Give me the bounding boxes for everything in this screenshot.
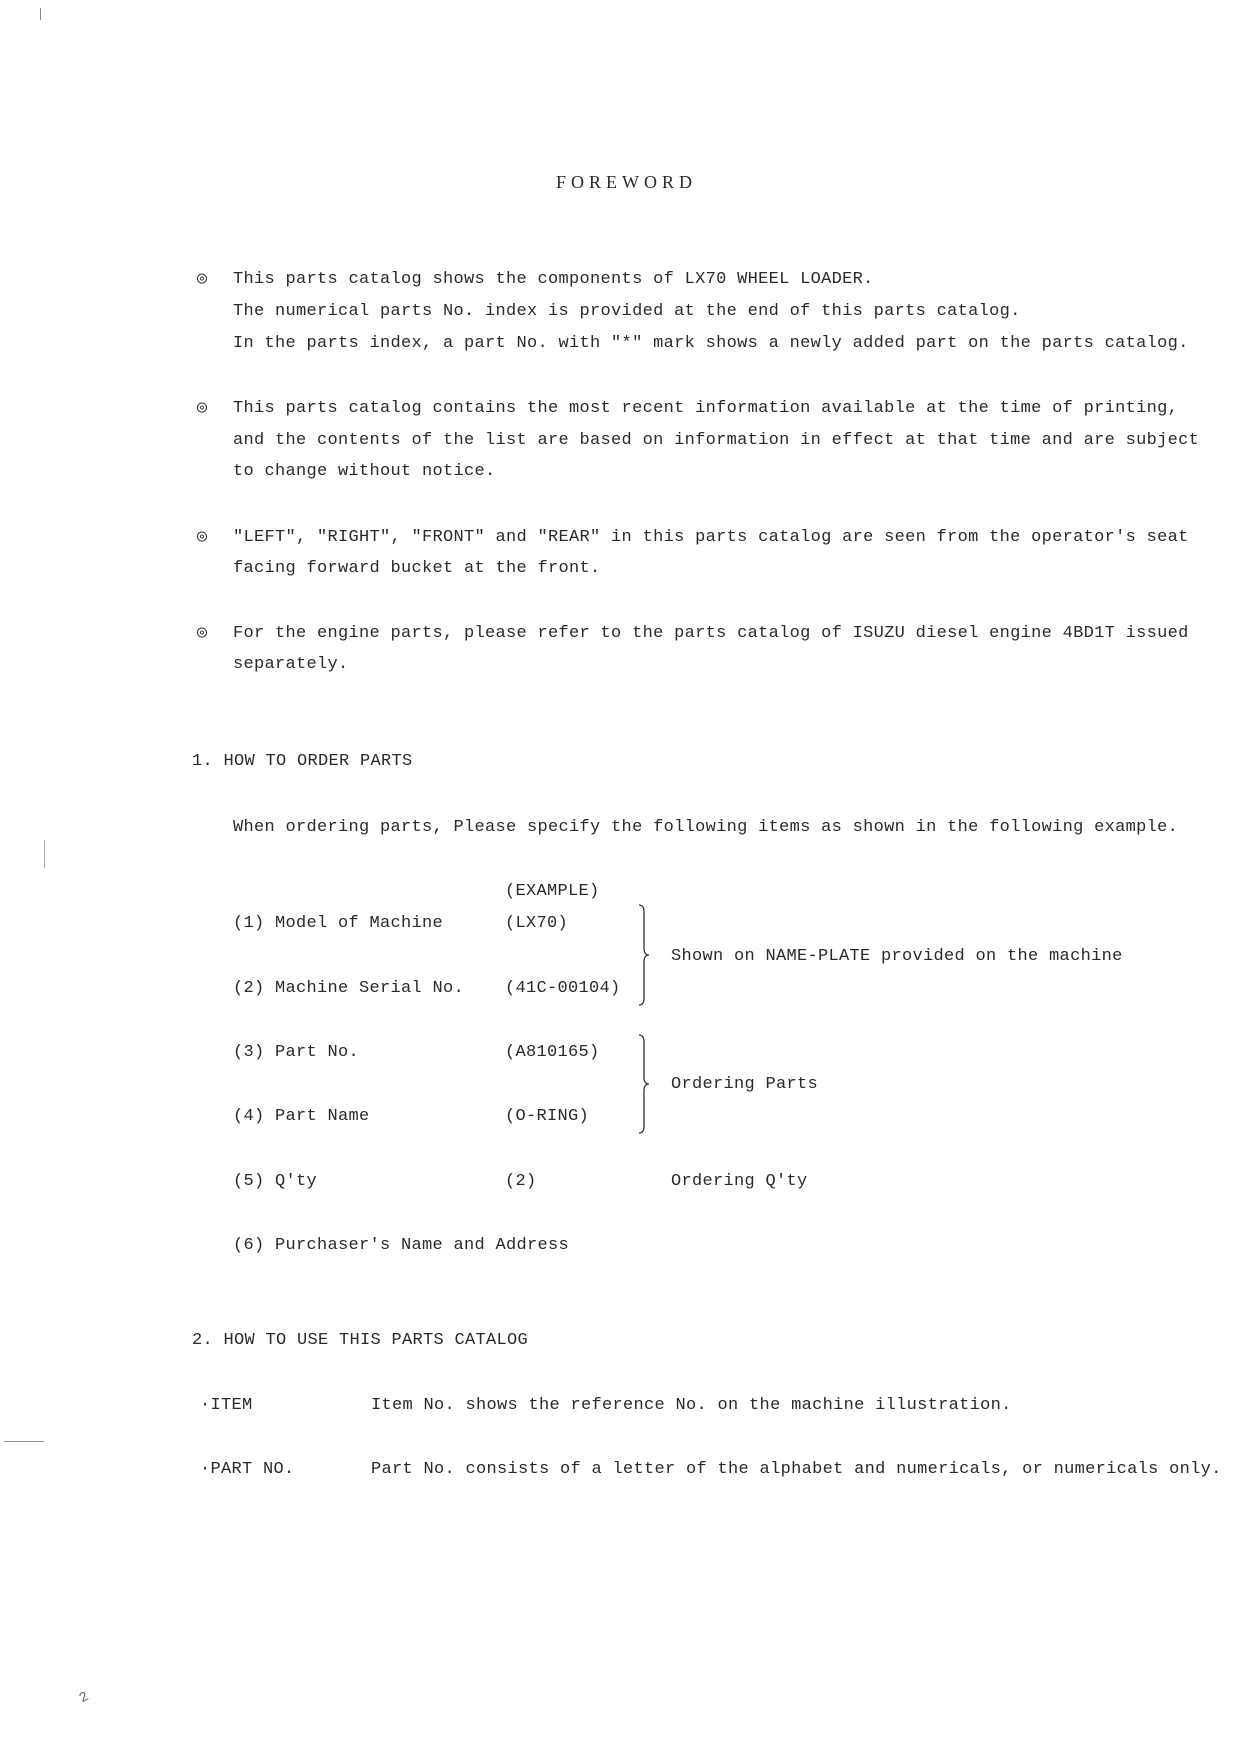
order-item-value: (LX70): [505, 914, 569, 933]
bullet-2-line-1: This parts catalog contains the most recent information available at the time of printing,: [233, 399, 1179, 418]
order-item-value: (A810165): [505, 1043, 600, 1062]
bullet-1-line-3: In the parts index, a part No. with "*" mark shows a newly added part on the parts catalog.: [233, 334, 1189, 353]
definition-term: ·ITEM: [200, 1396, 253, 1415]
example-header: (EXAMPLE): [505, 882, 600, 901]
section-2-heading: 2. HOW TO USE THIS PARTS CATALOG: [192, 1331, 529, 1350]
definition-term: ·PART NO.: [200, 1460, 295, 1479]
bullet-icon: ◎: [196, 624, 208, 643]
bullet-1-line-1: This parts catalog shows the components of LX70 WHEEL LOADER.: [233, 270, 874, 289]
page-title: FOREWORD: [556, 172, 698, 192]
order-item-value: (2): [505, 1172, 537, 1191]
page-number: 2: [76, 1688, 92, 1708]
definition-desc: Part No. consists of a letter of the alphabet and numericals, or numericals only.: [371, 1460, 1222, 1479]
bullet-icon: ◎: [196, 399, 208, 418]
right-brace-icon: [638, 904, 650, 1006]
group-note-qty: Ordering Q'ty: [671, 1172, 808, 1191]
definition-desc: Item No. shows the reference No. on the machine illustration.: [371, 1396, 1012, 1415]
order-item-label: (2) Machine Serial No.: [233, 979, 465, 998]
bullet-3-line-1: "LEFT", "RIGHT", "FRONT" and "REAR" in this parts catalog are seen from the operator's seat: [233, 528, 1189, 547]
order-item-value: (O-RING): [505, 1107, 590, 1126]
bullet-1-line-2: The numerical parts No. index is provided at the end of this parts catalog.: [233, 302, 1021, 321]
scan-speck: [4, 1441, 44, 1442]
order-item-label: (6) Purchaser's Name and Address: [233, 1236, 570, 1255]
section-1-intro: When ordering parts, Please specify the following items as shown in the following example.: [233, 818, 1179, 837]
bullet-icon: ◎: [196, 528, 208, 547]
bullet-2-line-2: and the contents of the list are based on information in effect at that time and are subject: [233, 431, 1200, 450]
bullet-2-line-3: to change without notice.: [233, 462, 496, 481]
order-item-label: (1) Model of Machine: [233, 914, 444, 933]
scan-speck: [40, 8, 41, 20]
order-item-label: (3) Part No.: [233, 1043, 360, 1062]
order-item-value: (41C-00104): [505, 979, 621, 998]
bullet-icon: ◎: [196, 270, 208, 289]
scan-speck: [44, 840, 45, 868]
bullet-4-line-2: separately.: [233, 655, 349, 674]
order-item-label: (4) Part Name: [233, 1107, 370, 1126]
order-item-label: (5) Q'ty: [233, 1172, 318, 1191]
section-1-heading: 1. HOW TO ORDER PARTS: [192, 752, 413, 771]
group-note-machine: Shown on NAME-PLATE provided on the machine: [671, 947, 1123, 966]
bullet-4-line-1: For the engine parts, please refer to the parts catalog of ISUZU diesel engine 4BD1T issued: [233, 624, 1189, 643]
bullet-3-line-2: facing forward bucket at the front.: [233, 559, 601, 578]
group-note-parts: Ordering Parts: [671, 1075, 819, 1094]
right-brace-icon: [638, 1034, 650, 1134]
